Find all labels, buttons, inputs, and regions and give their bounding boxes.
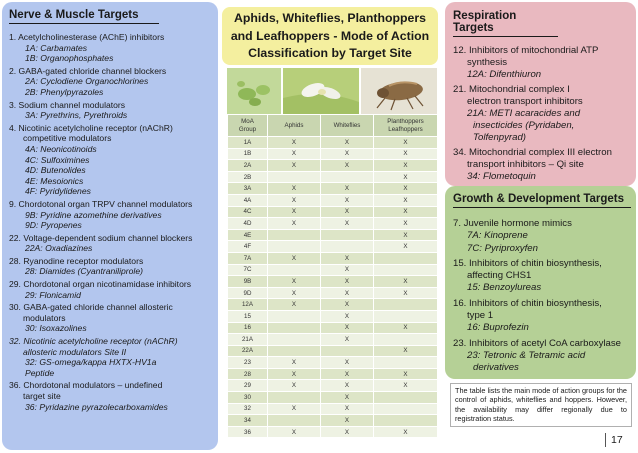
list-item-subgroup: 23: Tetronic & Tetramic acid: [467, 349, 586, 361]
table-cell: X: [268, 160, 321, 172]
list-item-subgroup: Tolfenpyrad): [473, 132, 526, 144]
list-item: [453, 218, 630, 255]
table-cell: 28: [228, 368, 268, 380]
table-cell: 4C: [228, 206, 268, 218]
list-item-heading: 4. Nicotinic acetylcholine receptor (nAChR): [9, 122, 173, 133]
list-item-subgroup: 4A: Neonicotinoids: [25, 143, 97, 154]
planthopper-image: [361, 68, 437, 114]
title-line: Classification by Target Site: [248, 46, 412, 60]
table-cell: [374, 392, 438, 404]
list-item-subgroup: 36: Pyridazine pyrazolecarboxamides: [25, 401, 168, 412]
page-title: [222, 7, 438, 65]
list-item: [9, 233, 212, 254]
table-row: [228, 415, 438, 427]
table-row: [228, 206, 438, 218]
table-cell: 2A: [228, 160, 268, 172]
table-cell: X: [321, 264, 374, 276]
table-row: [228, 137, 438, 149]
table-row: [228, 334, 438, 346]
table-cell: X: [321, 137, 374, 149]
list-item-subgroup: 22A: Oxadiazines: [25, 243, 93, 254]
table-cell: X: [268, 183, 321, 195]
table-cell: [268, 334, 321, 346]
list-item-continuation: allosteric modulators Site II: [23, 346, 127, 357]
list-item-subgroup: 34: Flometoquin: [467, 171, 536, 183]
list-item-heading: 12. Inhibitors of mitochondrial ATP: [453, 45, 599, 56]
table-cell: [268, 392, 321, 404]
list-item-subgroup: 29: Flonicamid: [25, 289, 81, 300]
table-cell: 4E: [228, 229, 268, 241]
list-item-continuation: synthesis: [467, 57, 507, 69]
table-cell: X: [321, 310, 374, 322]
list-item-heading: 32. Nicotinic acetylcholine receptor (nAChR): [9, 336, 178, 347]
table-cell: [268, 229, 321, 241]
table-cell: X: [321, 415, 374, 427]
table-cell: X: [268, 218, 321, 230]
table-cell: X: [268, 276, 321, 288]
table-cell: X: [268, 380, 321, 392]
table-cell: X: [321, 392, 374, 404]
title-line: Aphids, Whiteflies, Planthoppers: [234, 11, 426, 25]
table-row: [228, 171, 438, 183]
list-item-heading: 36. Chordotonal modulators – undefined: [9, 380, 163, 391]
header-whiteflies: Whiteflies: [321, 115, 374, 137]
table-row: [228, 392, 438, 404]
table-cell: X: [374, 160, 438, 172]
planthopper-photo: [361, 68, 437, 114]
table-row: [228, 287, 438, 299]
table-cell: 22A: [228, 345, 268, 357]
whitefly-image: [283, 68, 359, 114]
table-cell: X: [374, 276, 438, 288]
table-cell: 16: [228, 322, 268, 334]
table-cell: X: [268, 194, 321, 206]
table-body: [228, 137, 438, 438]
list-item-subgroup: 1A: Carbamates: [25, 42, 88, 53]
list-item-heading: 29. Chordotonal organ nicotinamidase inhibitors: [9, 279, 192, 290]
list-item-subgroup: 1B: Organophosphates: [25, 53, 114, 64]
table-cell: X: [321, 160, 374, 172]
table-row: [228, 229, 438, 241]
list-item: [9, 256, 212, 277]
list-item-subgroup: 3A: Pyrethrins, Pyrethroids: [25, 110, 128, 121]
table-cell: X: [374, 426, 438, 438]
list-item: [9, 279, 212, 300]
nerve-muscle-title: Nerve & Muscle Targets: [9, 9, 159, 24]
table-cell: [374, 415, 438, 427]
table-cell: [374, 403, 438, 415]
table-cell: X: [321, 276, 374, 288]
table-cell: [268, 171, 321, 183]
table-cell: 7A: [228, 252, 268, 264]
list-item: [9, 100, 212, 121]
table-row: [228, 276, 438, 288]
table-cell: X: [268, 137, 321, 149]
table-row: [228, 368, 438, 380]
list-item: [9, 336, 212, 378]
table-cell: [374, 334, 438, 346]
list-item-heading: 15. Inhibitors of chitin biosynthesis,: [453, 257, 602, 269]
table-cell: 2B: [228, 171, 268, 183]
table-row: [228, 241, 438, 253]
table-cell: [321, 229, 374, 241]
table-cell: 36: [228, 426, 268, 438]
table-header-row: [228, 115, 438, 137]
list-item-subgroup: 30: Isoxazolines: [25, 323, 87, 334]
list-item-heading: 30. GABA-gated chloride channel allosteric: [9, 302, 173, 313]
table-row: [228, 194, 438, 206]
table-cell: [374, 310, 438, 322]
table-cell: X: [321, 403, 374, 415]
list-item-heading: 9. Chordotonal organ TRPV channel modulators: [9, 198, 193, 209]
table-cell: 3A: [228, 183, 268, 195]
table-cell: 4A: [228, 194, 268, 206]
table-row: [228, 322, 438, 334]
table-cell: X: [268, 252, 321, 264]
respiration-list: [453, 45, 630, 183]
list-item: [9, 199, 212, 231]
table-cell: X: [374, 137, 438, 149]
list-item-heading: 28. Ryanodine receptor modulators: [9, 255, 144, 266]
insect-photos: [227, 68, 437, 114]
table-cell: 23: [228, 357, 268, 369]
table-cell: X: [374, 218, 438, 230]
list-item: [453, 147, 630, 184]
title-underline: [9, 23, 159, 24]
table-cell: [268, 322, 321, 334]
table-cell: [374, 252, 438, 264]
list-item-continuation: affecting CHS1: [467, 270, 532, 282]
nerve-muscle-panel: [2, 2, 218, 450]
list-item-heading: 3. Sodium channel modulators: [9, 99, 126, 110]
table-cell: 12A: [228, 299, 268, 311]
table-cell: X: [321, 287, 374, 299]
page-number: 17: [605, 433, 623, 447]
nerve-muscle-list: [9, 32, 212, 412]
table-cell: X: [321, 368, 374, 380]
table-cell: 4D: [228, 218, 268, 230]
header-planthoppers: Planthoppers Leafhoppers: [374, 115, 438, 137]
table-cell: X: [374, 229, 438, 241]
aphid-image: [227, 68, 281, 114]
table-row: [228, 252, 438, 264]
list-item-continuation: transport inhibitors – Qi site: [467, 158, 584, 170]
list-item: [453, 84, 630, 145]
table-cell: 1A: [228, 137, 268, 149]
list-item: [453, 258, 630, 295]
table-row: [228, 264, 438, 276]
list-item: [453, 338, 630, 375]
respiration-panel: [445, 2, 636, 186]
table-cell: X: [321, 183, 374, 195]
list-item-subgroup: 28: Diamides (Cyantraniliprole): [25, 266, 143, 277]
table-cell: X: [374, 322, 438, 334]
title-underline: [453, 207, 631, 208]
list-item-subgroup: 21A: METI acaracides and: [467, 108, 581, 120]
list-item: [9, 380, 212, 412]
table-cell: X: [374, 148, 438, 160]
list-item-subgroup: insecticides (Pyridaben,: [473, 120, 575, 132]
list-item-heading: 21. Mitochondrial complex I: [453, 83, 570, 95]
table-cell: X: [374, 380, 438, 392]
list-item-heading: 1. Acetylcholinesterase (AChE) inhibitors: [9, 32, 165, 42]
growth-panel: [445, 186, 636, 379]
table-cell: 21A: [228, 334, 268, 346]
list-item: [9, 302, 212, 334]
table-cell: X: [268, 368, 321, 380]
list-item-subgroup: 2A: Cyclodiene Organochlorines: [25, 76, 149, 87]
table-row: [228, 403, 438, 415]
title-underline: [453, 36, 558, 37]
table-cell: X: [268, 148, 321, 160]
whitefly-photo: [283, 68, 359, 114]
list-item-subgroup: 9D: Pyropenes: [25, 220, 82, 231]
table-cell: X: [321, 148, 374, 160]
list-item-subgroup: 4C: Sulfoximines: [25, 154, 90, 165]
growth-list: [453, 218, 630, 375]
table-cell: [321, 241, 374, 253]
list-item: [453, 298, 630, 335]
table-row: [228, 218, 438, 230]
table-cell: X: [321, 322, 374, 334]
list-item-heading: 34. Mitochondrial complex III electron: [453, 146, 612, 158]
list-item: [9, 123, 212, 197]
list-item-heading: 16. Inhibitors of chitin biosynthesis,: [453, 297, 602, 309]
table-cell: X: [374, 171, 438, 183]
header-aphids: Aphids: [268, 115, 321, 137]
list-item-subgroup: 4F: Pyridylidenes: [25, 186, 91, 197]
table-cell: X: [374, 241, 438, 253]
list-item-continuation: modulators: [23, 312, 66, 323]
table-cell: X: [268, 206, 321, 218]
table-cell: 1B: [228, 148, 268, 160]
table-cell: X: [268, 426, 321, 438]
table-cell: X: [374, 287, 438, 299]
list-item-continuation: competitive modulators: [23, 133, 112, 144]
list-item-heading: 22. Voltage-dependent sodium channel blockers: [9, 232, 193, 243]
table-cell: X: [321, 218, 374, 230]
list-item: [9, 32, 212, 64]
table-cell: [321, 171, 374, 183]
list-item-subgroup: 2B: Phenylpyrazoles: [25, 86, 104, 97]
table-cell: X: [321, 299, 374, 311]
list-item: [9, 66, 212, 98]
table-row: [228, 357, 438, 369]
table-cell: X: [374, 345, 438, 357]
table-cell: X: [268, 299, 321, 311]
table-cell: [268, 241, 321, 253]
list-item-subgroup: 9B: Pyridine azomethine derivatives: [25, 209, 162, 220]
table-cell: [321, 345, 374, 357]
list-item-subgroup: Peptide: [25, 367, 55, 378]
table-cell: 29: [228, 380, 268, 392]
table-row: [228, 183, 438, 195]
table-cell: [268, 345, 321, 357]
list-item-heading: 7. Juvenile hormone mimics: [453, 218, 572, 229]
table-cell: X: [268, 403, 321, 415]
list-item-subgroup: 15: Benzoylureas: [467, 282, 542, 294]
table-row: [228, 426, 438, 438]
table-cell: 4F: [228, 241, 268, 253]
table-cell: X: [374, 206, 438, 218]
header-moa-group: MoA Group: [228, 115, 268, 137]
list-item-heading: 2. GABA-gated chloride channel blockers: [9, 65, 167, 76]
table-cell: 34: [228, 415, 268, 427]
list-item-heading: 23. Inhibitors of acetyl CoA carboxylase: [453, 337, 621, 349]
table-cell: X: [321, 357, 374, 369]
table-cell: X: [321, 194, 374, 206]
table-cell: X: [321, 206, 374, 218]
list-item-subgroup: derivatives: [473, 362, 519, 374]
list-item-subgroup: 32: GS-omega/kappa HXTX-HV1a: [25, 357, 157, 368]
moa-table: [227, 114, 438, 438]
table-cell: X: [374, 194, 438, 206]
table-row: [228, 310, 438, 322]
table-cell: [374, 357, 438, 369]
table-cell: 7C: [228, 264, 268, 276]
table-cell: X: [374, 183, 438, 195]
table-row: [228, 160, 438, 172]
table-cell: X: [374, 368, 438, 380]
growth-title: Growth & Development Targets: [453, 193, 631, 208]
table-cell: [374, 264, 438, 276]
list-item-continuation: target site: [23, 391, 61, 401]
table-cell: 9D: [228, 287, 268, 299]
table-cell: [268, 310, 321, 322]
table-row: [228, 148, 438, 160]
table-cell: X: [321, 252, 374, 264]
title-line: and Leafhoppers - Mode of Action: [230, 28, 430, 43]
table-cell: 32: [228, 403, 268, 415]
table-row: [228, 380, 438, 392]
list-item-subgroup: 16: Buprofezin: [467, 322, 529, 334]
table-cell: X: [321, 380, 374, 392]
table-cell: X: [268, 357, 321, 369]
table-cell: X: [321, 334, 374, 346]
table-cell: [268, 415, 321, 427]
list-item: [453, 45, 630, 82]
list-item-continuation: electron transport inhibitors: [467, 95, 583, 107]
table-cell: [374, 299, 438, 311]
list-item-subgroup: 7A: Kinoprene: [467, 230, 528, 242]
table-cell: X: [268, 287, 321, 299]
table-row: [228, 299, 438, 311]
list-item-subgroup: 12A: Difenthiuron: [467, 69, 542, 81]
list-item-continuation: type 1: [467, 310, 494, 322]
table-cell: 15: [228, 310, 268, 322]
table-cell: 30: [228, 392, 268, 404]
list-item-subgroup: 4E: Mesoionics: [25, 175, 84, 186]
table-cell: [268, 264, 321, 276]
table-cell: 9B: [228, 276, 268, 288]
aphid-photo: [227, 68, 281, 114]
list-item-subgroup: 4D: Butenolides: [25, 165, 86, 176]
table-cell: X: [321, 426, 374, 438]
list-item-subgroup: 7C: Pyriproxyfen: [467, 242, 538, 254]
respiration-title: Respiration Targets: [453, 10, 558, 37]
table-note: The table lists the main mode of action groups for the control of aphids, whiteflies and hoppers. However, the availability may differ regionally due to registration status.: [450, 383, 632, 427]
table-row: [228, 345, 438, 357]
